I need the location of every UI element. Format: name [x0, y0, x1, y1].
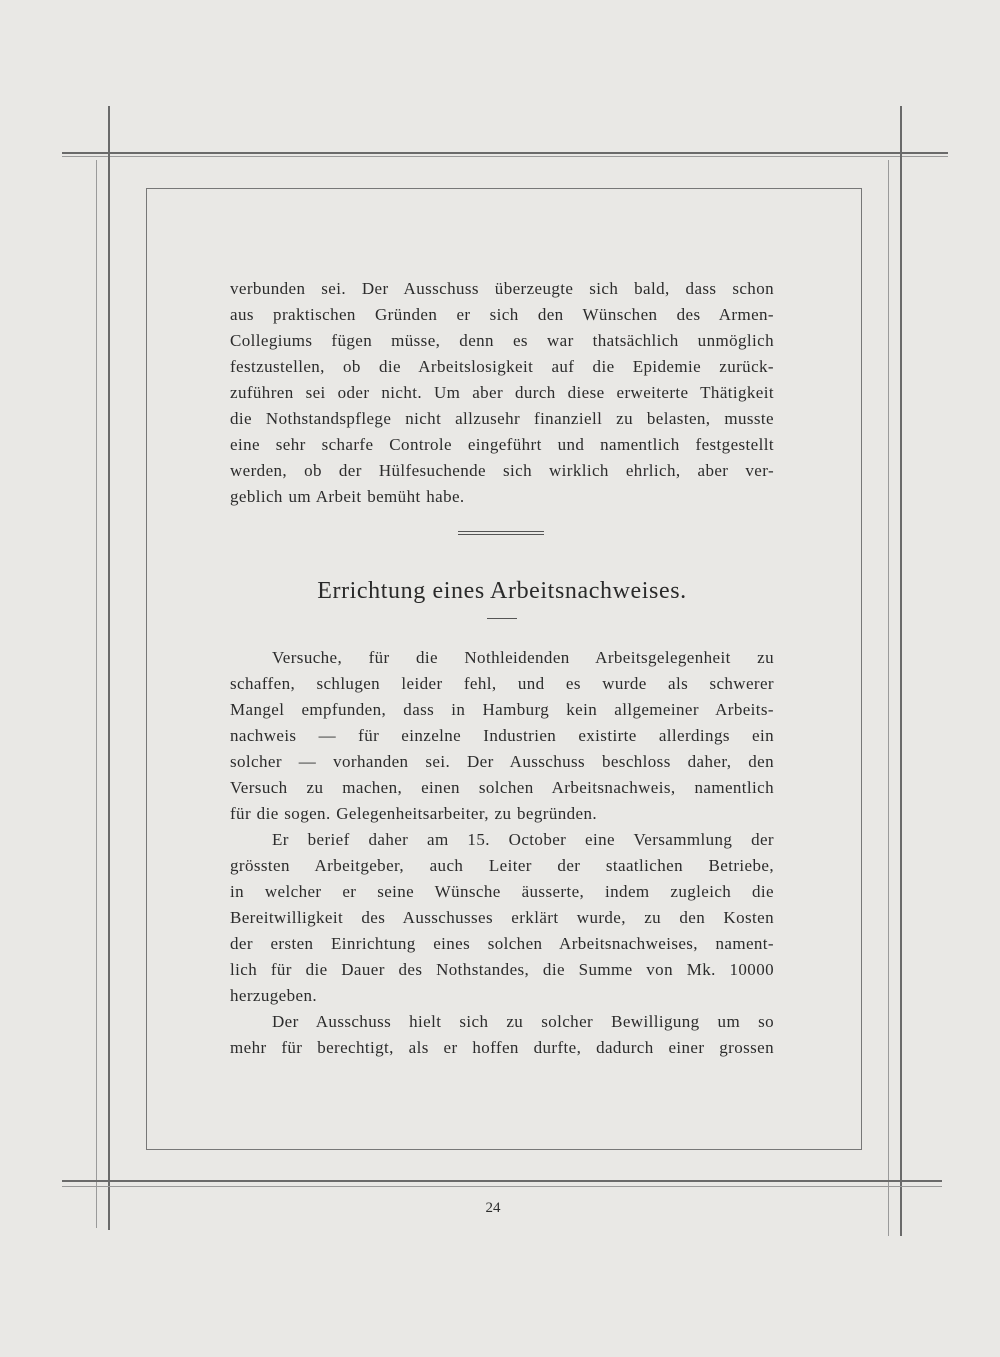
paragraph-continuation	[230, 276, 774, 510]
text-line: Der Ausschuss hielt sich zu solcher Bewilligung um so	[272, 1012, 774, 1031]
text-line: grössten Arbeitgeber, auch Leiter der staatlichen Betriebe,	[230, 856, 774, 875]
text-line: Versuche, für die Nothleidenden Arbeitsgelegenheit zu	[272, 648, 774, 667]
text-line: zuführen sei oder nicht. Um aber durch diese erweiterte Thätigkeit	[230, 383, 774, 402]
section-heading: Errichtung eines Arbeitsnachweises.	[317, 578, 687, 604]
text-line: Bereitwilligkeit des Ausschusses erklärt wurde, zu den Kosten	[230, 908, 774, 927]
frame-right-rule	[900, 106, 902, 1236]
frame-bottom-rule-thin	[62, 1186, 942, 1187]
frame-top-rule	[62, 152, 948, 154]
text-line: aus praktischen Gründen er sich den Wünschen des Armen-	[230, 305, 774, 324]
text-line: Versuch zu machen, einen solchen Arbeitsnachweis, namentlich	[230, 778, 774, 797]
heading-underline	[487, 618, 517, 619]
section-body	[230, 645, 774, 1061]
text-line: lich für die Dauer des Nothstandes, die Summe von Mk. 10000	[230, 960, 774, 979]
frame-bottom-rule	[62, 1180, 942, 1182]
text-line: solcher — vorhanden sei. Der Ausschuss beschloss daher, den	[230, 752, 774, 771]
text-line: Collegiums fügen müsse, denn es war thatsächlich unmöglich	[230, 331, 774, 350]
text-line: geblich um Arbeit bemüht habe.	[230, 487, 465, 506]
text-line: für die sogen. Gelegenheitsarbeiter, zu begründen.	[230, 804, 598, 823]
section-divider	[458, 531, 544, 535]
frame-right-rule-thin	[888, 160, 889, 1236]
text-line: festzustellen, ob die Arbeitslosigkeit auf die Epidemie zurück-	[230, 357, 774, 376]
frame-left-rule-thin	[96, 160, 97, 1228]
text-line: Er berief daher am 15. October eine Versammlung der	[272, 830, 774, 849]
text-line: Mangel empfunden, dass in Hamburg kein allgemeiner Arbeits-	[230, 700, 774, 719]
page-number: 24	[485, 1200, 501, 1216]
text-line: die Nothstandspflege nicht allzusehr finanziell zu belasten, musste	[230, 409, 774, 428]
text-line: der ersten Einrichtung eines solchen Arbeitsnachweises, nament-	[230, 934, 774, 953]
text-line: eine sehr scharfe Controle eingeführt und namentlich festgestellt	[230, 435, 774, 454]
text-line: mehr für berechtigt, als er hoffen durfte, dadurch einer grossen	[230, 1038, 774, 1057]
frame-left-rule	[108, 106, 110, 1230]
text-line: herzugeben.	[230, 986, 317, 1005]
text-line: in welcher er seine Wünsche äusserte, indem zugleich die	[230, 882, 774, 901]
text-line: schaffen, schlugen leider fehl, und es wurde als schwerer	[230, 674, 774, 693]
frame-top-rule-thin	[62, 156, 948, 157]
text-line: nachweis — für einzelne Industrien existirte allerdings ein	[230, 726, 774, 745]
text-line: werden, ob der Hülfesuchende sich wirklich ehrlich, aber ver-	[230, 461, 774, 480]
text-line: verbunden sei. Der Ausschuss überzeugte sich bald, dass schon	[230, 279, 774, 298]
